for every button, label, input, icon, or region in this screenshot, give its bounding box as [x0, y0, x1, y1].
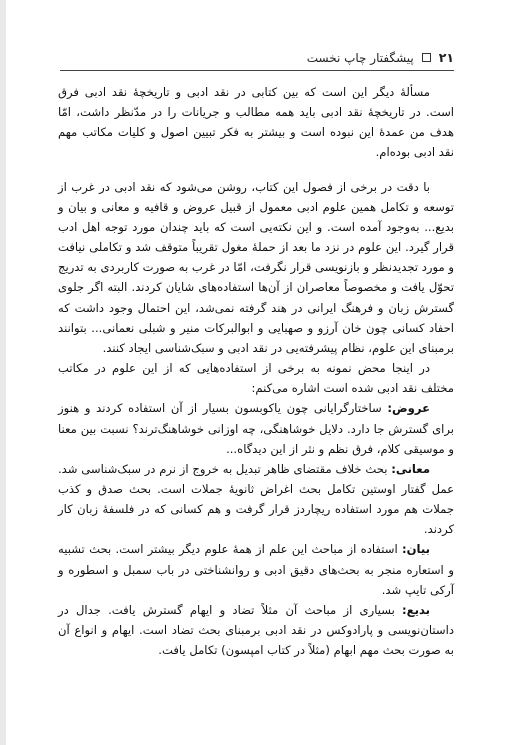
paragraph: مسألهٔ دیگر این است که بین کتابی در نقد ادبی و تاریخچهٔ نقد ادبی فرق است. در تاریخچهٔ نقد ادبی باید همه مطالب و جریانات را در مدّنظر داشت، امّا هدف من عمدهٔ این نبوده است و بیشتر به فکر تبیین اصول و کلیات مکاتب مهم نقد ادبی بوده‌ام. [58, 85, 455, 160]
header-rule [60, 70, 454, 71]
page-number: ۲۱ [438, 50, 454, 65]
page-binding-edge [0, 0, 6, 745]
term-label: بیان: [402, 542, 430, 557]
running-header [58, 50, 454, 65]
square-ornament-icon [422, 53, 431, 62]
paragraph: بدیع: بسیاری از مباحث آن مثلاً تضاد و ایهام گسترش یافت. جدال در داستان‌نویسی و پارادوکس در نقد ادبی برمبنای بحث تضاد است. ایهام و انواع آن به صورت بحث مهم ابهام (مثلاً در کتاب امپسون) تکامل یافت. [58, 602, 454, 658]
term-label: معانی: [391, 461, 430, 476]
running-title: پیشگفتار چاپ نخست [306, 50, 414, 65]
paragraph: بیان: استفاده از مباحث این علم از همهٔ علوم دیگر بیشتر است. بحث تشبیه و استعاره منجر به بحث‌های دقیق ادبی و روانشناختی در باب سمبل و اسطوره و آرکی تایپ شد. [58, 542, 455, 597]
paragraph: با دقت در برخی از فصول این کتاب، روشن می‌شود که نقد ادبی در غرب از توسعه و تکامل همین علوم ادبی معمول از قبیل عروض و قافیه و معانی و بیان و بدیع... به‌وجود آمده است. و این نکته‌یی است که باید چندان مورد توجه اهل ادب قرار گیرد. این علوم در نزد ما بعد از حملهٔ مغول تقریباً متوقف شد و تکاملی نیافت و مورد تجدیدنظر و بازنویسی قرار نگرفت، امّا در غرب به صورت کاربردی به تدریج تحوّل یافت و مخصوصاً معاصران از آن‌ها استفاده‌های شایان کردند. البته اگر جلوی گسترش زبان و فرهنگ ایرانی در هند گرفته نمی‌شد، این احتمال وجود داشت که احفاد کسانی چون خان آرزو و صهبایی و ابوالبرکات منیر و شبلی نعمانی... بتوانند برمبنای این علوم، نظام پیشرفته‌یی در نقد ادبی و سبک‌شناسی ایجاد کنند. [58, 179, 455, 355]
term-label: عروض: [387, 401, 430, 416]
term-label: بدیع: [402, 602, 430, 617]
body-text [58, 82, 454, 660]
paragraph: معانی: بحث خلاف مقتضای ظاهر تبدیل به خروج از نرم در سبک‌شناسی شد. عمل گفتار اوستین تکامل بحث اغراض ثانویهٔ جملات است. بحث صدق و کذب جملات هم مورد استفاده ریچاردز قرار گرفت و هم کسانی که در فلسفهٔ زبان کار کردند. [58, 461, 455, 537]
paragraph: عروض: ساختارگرایانی چون یاکوبسون بسیار از آن استفاده کردند و هنوز برای گسترش جا دارد. دلایل خوشاهنگی، چه اوزانی خوشاهنگ‌ترند؟ نسبت بین معنا و موسیقی کلام، فرق نظم و نثر از این دیدگاه... [58, 401, 454, 456]
paragraph: در اینجا محض نمونه به برخی از استفاده‌هایی که از این علوم در مکاتب مختلف نقد ادبی شده است اشاره می‌کنم: [58, 361, 454, 396]
